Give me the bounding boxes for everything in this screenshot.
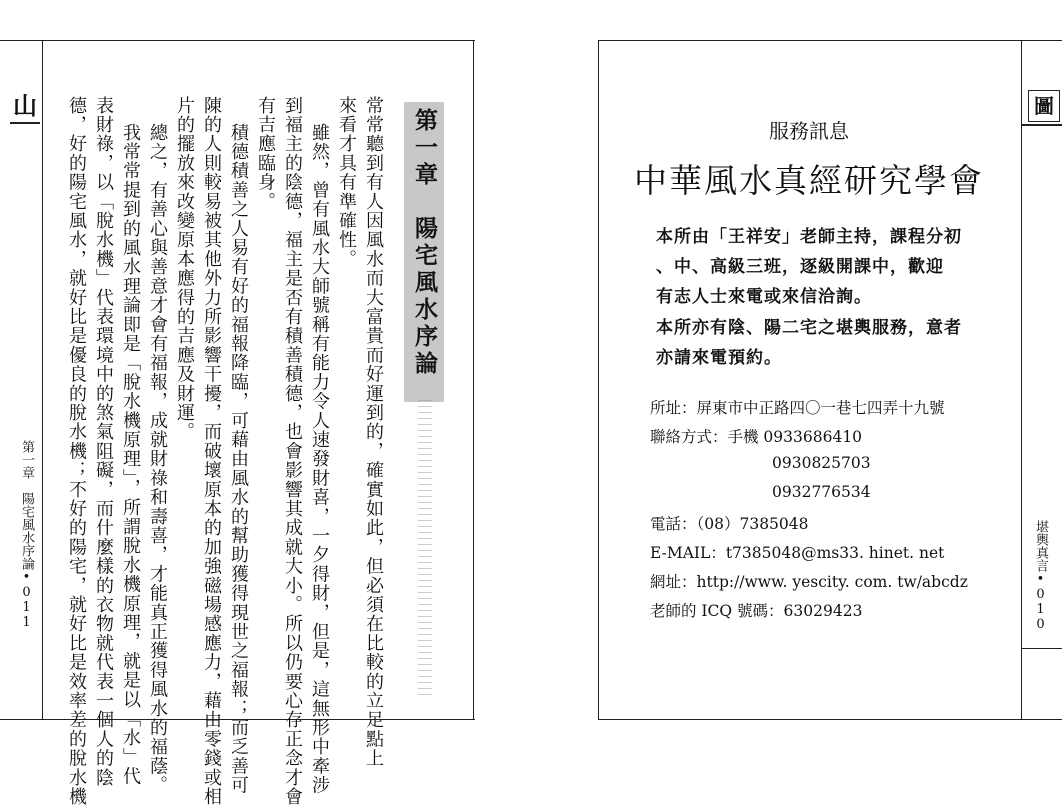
left-header-rule [10,122,40,124]
intro-line: 本所由「王祥安」老師主持，課程分初 [656,227,962,247]
right-running-head: 堪輿真言•010 [1033,520,1048,632]
intro-line: 亦請來電預約。 [656,348,782,368]
telephone-line: 電話：（08）7385048 [650,515,809,533]
right-runner-rule [1022,648,1062,649]
body-column: 有吉應臨身。 [255,96,276,212]
service-heading: 服務訊息 [769,119,849,143]
contact-mobile-extra: 0932776534 [772,483,871,501]
right-header-glyph: 圖 [1028,90,1060,122]
intro-line: 有志人士來電或來信洽詢。 [656,287,872,307]
body-column: 積德積善之人易有好的福報降臨，可藉由風水的幫助獲得現世之福報；而乏善可 [228,123,249,795]
intro-line: 本所亦有陰、陽二宅之堪輿服務，意者 [656,318,962,338]
body-column: 德，好的陽宅風水，就好比是優良的脫水機；不好的陽宅，就好比是效率差的脫水機 [66,96,87,806]
email-line: E-MAIL：t7385048@ms33. hinet. net [650,544,945,562]
left-running-head: 第一章 陽宅風水序論•011 [19,440,34,630]
left-header-glyph: 山 [13,92,37,120]
chapter-title: 第一章 陽宅風水序論 [411,108,437,378]
body-column: 我常常提到的風水理論即是「脫水機原理」，所謂脫水機原理，就是以「水」代 [120,123,141,786]
title-dot-leader [418,400,432,700]
body-column: 到福主的陰德，福主是否有積善積德，也會影響其成就大小。所以仍要心存正念才會 [282,96,303,806]
contact-mobile-line: 聯絡方式：手機 0933686410 [650,428,863,446]
icq-line: 老師的 ICQ 號碼：63029423 [650,602,863,620]
association-name: 中華風水真經研究學會 [634,161,984,200]
chapter-title-box [404,102,444,402]
body-column: 表財祿，以「脫水機」代表環境中的煞氣阻礙，而什麼樣的衣物就代表一個人的陰 [93,96,114,788]
intro-line: 、中、高級三班，逐級開課中，歡迎 [656,257,944,277]
body-column: 常常聽到有人因風水而大富貴而好運到的，確實如此，但必須在比較的立足點上 [363,96,384,768]
body-column: 片的擺放來改變原本應得的吉應及財運。 [174,96,195,442]
body-column: 總之，有善心與善意才會有福報，成就財祿和壽喜，才能真正獲得風水的福蔭。 [147,123,168,795]
body-column: 陳的人則較易被其他外力所影響干擾，而破壞原本的加強磁場感應力，藉由零錢或相 [201,96,222,806]
body-column: 來看才具有準確性。 [336,96,357,269]
body-column: 雖然，曾有風水大師號稱有能力令人速發財喜，一夕得財，但是，這無形中牽涉 [309,123,330,795]
website-line: 網址：http://www. yescity. com. tw/abcdz [650,573,968,591]
contact-mobile-extra: 0930825703 [772,454,871,472]
address-line: 所址：屏東市中正路四〇一巷七四弄十九號 [650,399,945,417]
right-header-rule [1022,124,1062,126]
